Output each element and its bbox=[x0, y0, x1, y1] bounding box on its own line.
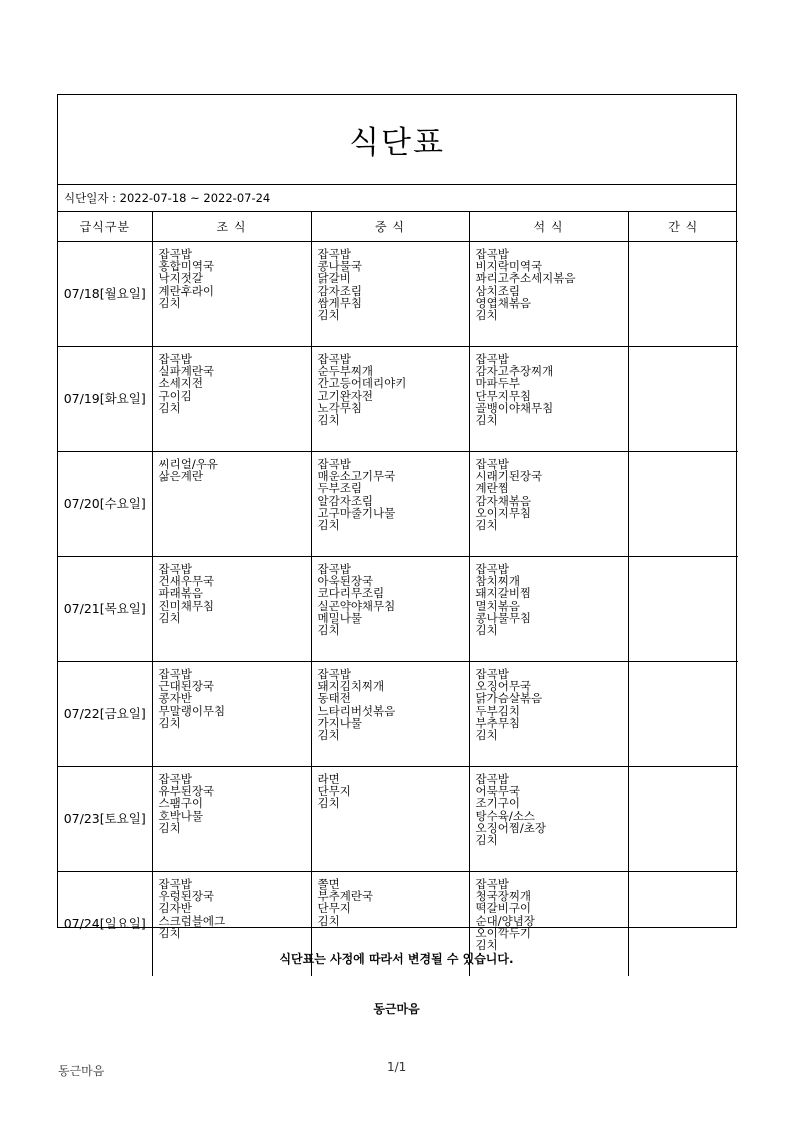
breakfast-cell bbox=[152, 767, 311, 872]
menu-item: 두부조림 bbox=[317, 481, 362, 496]
menu-item: 김치 bbox=[475, 833, 498, 848]
menu-item: 시래기된장국 bbox=[475, 469, 543, 484]
dinner-cell bbox=[469, 557, 628, 662]
menu-item: 매운소고기무국 bbox=[317, 469, 396, 484]
menu-item: 고구마줄기나물 bbox=[317, 505, 396, 520]
menu-item: 돼지갈비찜 bbox=[475, 586, 532, 601]
header-snack: 간 식 bbox=[628, 212, 738, 242]
menu-item: 두부김치 bbox=[475, 703, 520, 718]
day-cell: 07/24[일요일] bbox=[58, 872, 152, 977]
table-row bbox=[58, 452, 738, 557]
menu-item: 우렁된장국 bbox=[158, 889, 215, 904]
menu-item: 코다리무조림 bbox=[317, 586, 385, 601]
menu-item: 잡곡밥 bbox=[158, 877, 192, 891]
menu-item: 낙지젓갈 bbox=[158, 271, 203, 286]
menu-item: 단무지무침 bbox=[475, 388, 532, 403]
dinner-cell bbox=[469, 452, 628, 557]
menu-item: 김치 bbox=[158, 610, 181, 625]
breakfast-cell bbox=[152, 452, 311, 557]
day-cell: 07/19[화요일] bbox=[58, 347, 152, 452]
menu-item: 잡곡밥 bbox=[475, 562, 509, 576]
menu-item: 파래볶음 bbox=[158, 586, 203, 601]
menu-item: 마파두부 bbox=[475, 376, 520, 391]
dinner-cell bbox=[469, 242, 628, 347]
menu-item: 김치 bbox=[158, 820, 181, 835]
meal-period: 식단일자 : 2022-07-18 ~ 2022-07-24 bbox=[58, 185, 736, 212]
footer-organization: 동근마음 bbox=[58, 1064, 105, 1078]
meal-table bbox=[58, 212, 738, 976]
menu-item: 떡갈비구이 bbox=[475, 901, 532, 916]
menu-item: 잡곡밥 bbox=[317, 247, 351, 261]
menu-item: 잡곡밥 bbox=[317, 667, 351, 681]
menu-item: 김치 bbox=[475, 623, 498, 638]
menu-item: 김치 bbox=[475, 518, 498, 533]
dinner-cell bbox=[469, 767, 628, 872]
menu-item: 탕수육/소스 bbox=[475, 808, 535, 823]
menu-item: 유부된장국 bbox=[158, 784, 215, 799]
menu-item: 진미채무침 bbox=[158, 598, 215, 613]
menu-item: 콩나물국 bbox=[317, 259, 362, 274]
menu-item: 김치 bbox=[158, 715, 181, 730]
menu-item: 김치 bbox=[475, 728, 498, 743]
breakfast-cell bbox=[152, 347, 311, 452]
menu-item: 가지나물 bbox=[317, 715, 362, 730]
menu-item: 김치 bbox=[158, 400, 181, 415]
menu-item: 스팸구이 bbox=[158, 796, 203, 811]
menu-item: 쫄면 bbox=[317, 877, 340, 891]
table-row bbox=[58, 557, 738, 662]
menu-item: 잡곡밥 bbox=[158, 247, 192, 261]
menu-item: 잡곡밥 bbox=[475, 667, 509, 681]
menu-item: 참치찌개 bbox=[475, 574, 520, 589]
menu-item: 잡곡밥 bbox=[317, 352, 351, 366]
table-row bbox=[58, 242, 738, 347]
menu-item: 잡곡밥 bbox=[158, 352, 192, 366]
menu-item: 김치 bbox=[317, 623, 340, 638]
menu-item: 무말랭이무침 bbox=[158, 703, 226, 718]
menu-item: 노각무침 bbox=[317, 400, 362, 415]
menu-item: 단무지 bbox=[317, 784, 351, 799]
menu-item: 간고등어데리야키 bbox=[317, 376, 407, 391]
menu-item: 잡곡밥 bbox=[475, 457, 509, 471]
snack-cell bbox=[628, 557, 738, 662]
menu-item: 감자채볶음 bbox=[475, 493, 532, 508]
table-header-row bbox=[58, 212, 738, 242]
snack-cell bbox=[628, 452, 738, 557]
snack-cell bbox=[628, 767, 738, 872]
lunch-cell bbox=[311, 242, 469, 347]
snack-cell bbox=[628, 242, 738, 347]
menu-item: 오이깍두기 bbox=[475, 925, 532, 940]
day-cell: 07/18[월요일] bbox=[58, 242, 152, 347]
menu-item: 김치 bbox=[475, 938, 498, 953]
breakfast-cell bbox=[152, 662, 311, 767]
snack-cell bbox=[628, 347, 738, 452]
menu-item: 감자조림 bbox=[317, 283, 362, 298]
menu-item: 김치 bbox=[317, 518, 340, 533]
page-title: 식단표 bbox=[58, 95, 736, 185]
menu-item: 비지락미역국 bbox=[475, 259, 543, 274]
menu-item: 부추계란국 bbox=[317, 889, 374, 904]
menu-item: 계란찜 bbox=[475, 481, 509, 496]
meal-plan-sheet bbox=[57, 94, 737, 953]
menu-item: 단무지 bbox=[317, 901, 351, 916]
menu-item: 삼치조림 bbox=[475, 283, 520, 298]
menu-item: 순두부찌개 bbox=[317, 364, 374, 379]
menu-item: 느타리버섯볶음 bbox=[317, 703, 396, 718]
menu-item: 콩자반 bbox=[158, 691, 192, 706]
table-row bbox=[58, 347, 738, 452]
menu-item: 잡곡밥 bbox=[475, 247, 509, 261]
menu-item: 골뱅이야채무침 bbox=[475, 400, 554, 415]
day-cell: 07/20[수요일] bbox=[58, 452, 152, 557]
menu-item: 호박나물 bbox=[158, 808, 203, 823]
menu-item: 김치 bbox=[317, 413, 340, 428]
lunch-cell bbox=[311, 662, 469, 767]
menu-item: 라면 bbox=[317, 772, 340, 786]
menu-item: 영엽채볶음 bbox=[475, 295, 532, 310]
table-body bbox=[58, 242, 738, 977]
lunch-cell bbox=[311, 557, 469, 662]
menu-item: 건새우무국 bbox=[158, 574, 215, 589]
day-cell: 07/23[토요일] bbox=[58, 767, 152, 872]
menu-item: 잡곡밥 bbox=[475, 877, 509, 891]
lunch-cell bbox=[311, 767, 469, 872]
menu-item: 청국장찌개 bbox=[475, 889, 532, 904]
menu-item: 콩나물무침 bbox=[475, 610, 532, 625]
menu-item: 잡곡밥 bbox=[317, 562, 351, 576]
menu-item: 김치 bbox=[158, 925, 181, 940]
menu-item: 김자반 bbox=[158, 901, 192, 916]
menu-item: 삶은계란 bbox=[158, 469, 203, 484]
menu-item: 알감자조림 bbox=[317, 493, 374, 508]
dinner-cell bbox=[469, 347, 628, 452]
menu-item: 김치 bbox=[158, 295, 181, 310]
header-category: 급식구분 bbox=[58, 212, 152, 242]
page-number: 1/1 bbox=[387, 1060, 407, 1074]
menu-item: 순대/양념장 bbox=[475, 913, 535, 928]
menu-item: 오징어찜/초장 bbox=[475, 820, 547, 835]
menu-item: 잡곡밥 bbox=[475, 352, 509, 366]
menu-item: 김치 bbox=[317, 308, 340, 323]
menu-item: 쌈게무침 bbox=[317, 295, 362, 310]
menu-item: 홍합미역국 bbox=[158, 259, 215, 274]
menu-item: 잡곡밥 bbox=[158, 562, 192, 576]
menu-item: 잡곡밥 bbox=[317, 457, 351, 471]
dinner-cell bbox=[469, 662, 628, 767]
menu-item: 닭갈비 bbox=[317, 271, 351, 286]
lunch-cell bbox=[311, 452, 469, 557]
snack-cell bbox=[628, 662, 738, 767]
menu-item: 김치 bbox=[475, 308, 498, 323]
change-notice: 식단표는 사정에 따라서 변경될 수 있습니다. bbox=[279, 952, 514, 966]
menu-item: 김치 bbox=[317, 913, 340, 928]
menu-item: 동태전 bbox=[317, 691, 351, 706]
menu-item: 김치 bbox=[317, 728, 340, 743]
menu-item: 소세지전 bbox=[158, 376, 203, 391]
menu-item: 씨리얼/우유 bbox=[158, 457, 218, 471]
breakfast-cell bbox=[152, 557, 311, 662]
menu-item: 어묵무국 bbox=[475, 784, 520, 799]
lunch-cell bbox=[311, 347, 469, 452]
header-dinner: 석 식 bbox=[469, 212, 628, 242]
menu-item: 멸치볶음 bbox=[475, 598, 520, 613]
day-cell: 07/22[금요일] bbox=[58, 662, 152, 767]
menu-item: 메밀나물 bbox=[317, 610, 362, 625]
menu-item: 조기구이 bbox=[475, 796, 520, 811]
menu-item: 실곤약야채무침 bbox=[317, 598, 396, 613]
menu-item: 잡곡밥 bbox=[158, 667, 192, 681]
menu-item: 고기완자전 bbox=[317, 388, 374, 403]
menu-item: 잡곡밥 bbox=[475, 772, 509, 786]
menu-item: 돼지김치찌개 bbox=[317, 679, 385, 694]
table-row bbox=[58, 767, 738, 872]
organization-name: 동근마음 bbox=[373, 1002, 420, 1016]
menu-item: 김치 bbox=[475, 413, 498, 428]
menu-item: 감자고추장찌개 bbox=[475, 364, 554, 379]
menu-item: 오이지무침 bbox=[475, 505, 532, 520]
menu-item: 실파계란국 bbox=[158, 364, 215, 379]
menu-item: 구이김 bbox=[158, 388, 192, 403]
menu-item: 근대된장국 bbox=[158, 679, 215, 694]
menu-item: 꽈리고추소세지볶음 bbox=[475, 271, 576, 286]
menu-item: 계란후라이 bbox=[158, 283, 215, 298]
table-row bbox=[58, 662, 738, 767]
header-breakfast: 조 식 bbox=[152, 212, 311, 242]
menu-item: 부추무침 bbox=[475, 715, 520, 730]
day-cell: 07/21[목요일] bbox=[58, 557, 152, 662]
header-lunch: 중 식 bbox=[311, 212, 469, 242]
menu-item: 오징어무국 bbox=[475, 679, 532, 694]
menu-item: 잡곡밥 bbox=[158, 772, 192, 786]
breakfast-cell bbox=[152, 242, 311, 347]
menu-item: 아욱된장국 bbox=[317, 574, 374, 589]
menu-item: 김치 bbox=[317, 796, 340, 811]
menu-item: 스크럼블에그 bbox=[158, 913, 226, 928]
menu-item: 닭가슴살볶음 bbox=[475, 691, 543, 706]
